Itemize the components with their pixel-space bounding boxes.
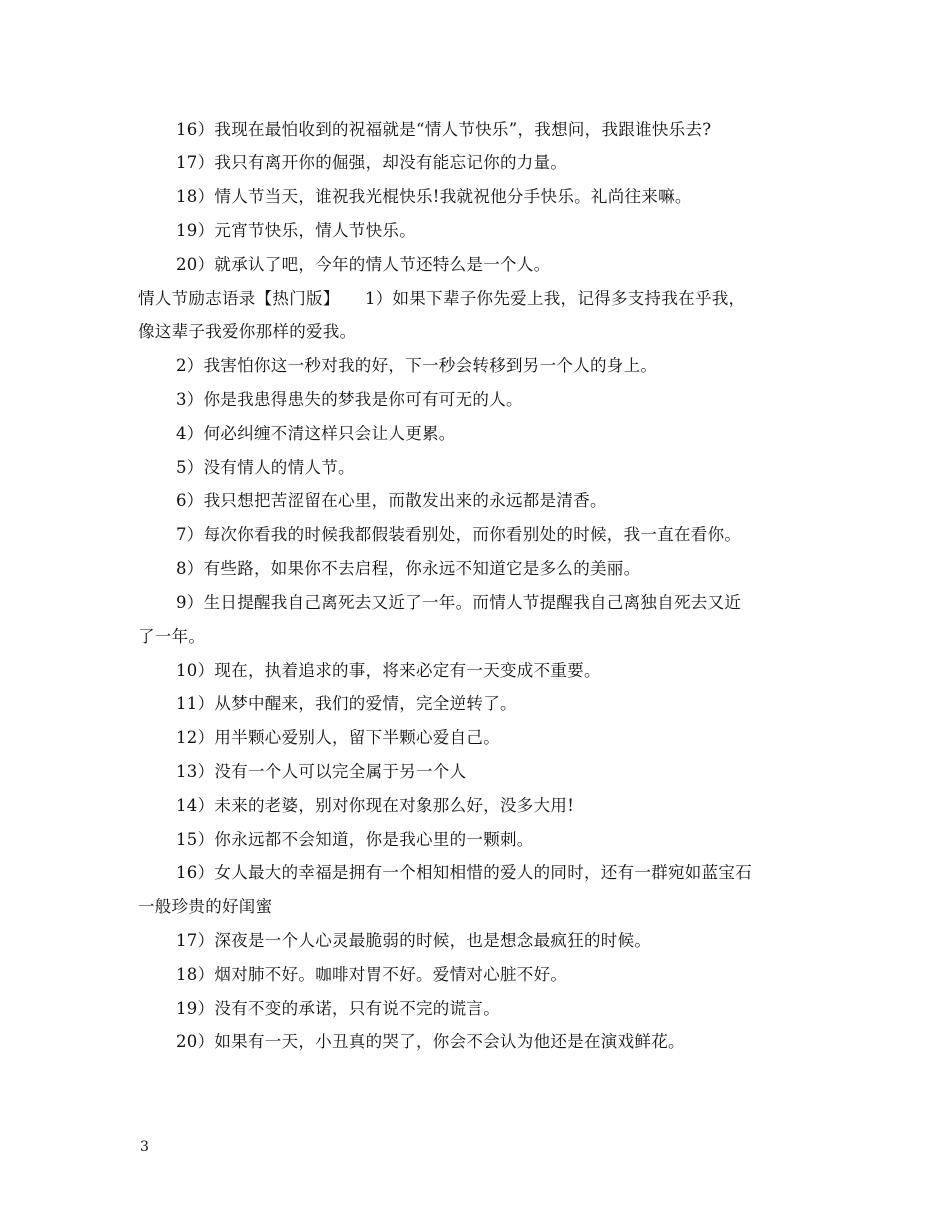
text-line: 10）现在，执着追求的事，将来必定有一天变成不重要。 xyxy=(176,661,601,680)
page-number: 3 xyxy=(140,1139,149,1155)
text-line: 8）有些路，如果你不去启程，你永远不知道它是多么的美丽。 xyxy=(176,559,641,578)
text-line: 一般珍贵的好闺蜜 xyxy=(138,897,273,916)
text-line: 15）你永远都不会知道，你是我心里的一颗刺。 xyxy=(176,830,534,849)
text-line: 16）女人最大的幸福是拥有一个相知相惜的爱人的同时，还有一群宛如蓝宝石 xyxy=(176,863,752,882)
text-line: 12）用半颗心爱别人，留下半颗心爱自己。 xyxy=(176,728,500,747)
text-line: 18）情人节当天，谁祝我光棍快乐!我就祝他分手快乐。礼尚往来嘛。 xyxy=(176,187,692,206)
text-line: 11）从梦中醒来，我们的爱情，完全逆转了。 xyxy=(176,694,517,713)
text-line: 3）你是我患得患失的梦我是你可有可无的人。 xyxy=(176,390,523,409)
text-line: 17）深夜是一个人心灵最脆弱的时候，也是想念最疯狂的时候。 xyxy=(176,931,652,950)
text-line: 20）就承认了吧，今年的情人节还特么是一个人。 xyxy=(176,255,551,274)
text-line: 20）如果有一天，小丑真的哭了，你会不会认为他还是在演戏鲜花。 xyxy=(176,1032,685,1051)
text-line: 18）烟对肺不好。咖啡对胃不好。爱情对心脏不好。 xyxy=(176,965,568,984)
text-line: 13）没有一个人可以完全属于另一个人 xyxy=(176,762,467,781)
text-line: 像这辈子我爱你那样的爱我。 xyxy=(138,322,357,341)
text-line: 19）没有不变的承诺，只有说不完的谎言。 xyxy=(176,999,500,1018)
text-line: 17）我只有离开你的倔强，却没有能忘记你的力量。 xyxy=(176,153,568,172)
text-line: 了一年。 xyxy=(138,627,206,646)
text-line: 7）每次你看我的时候我都假装看别处，而你看别处的时候，我一直在看你。 xyxy=(176,525,742,544)
text-line: 2）我害怕你这一秒对我的好，下一秒会转移到另一个人的身上。 xyxy=(176,356,658,375)
text-line: 9）生日提醒我自己离死去又近了一年。而情人节提醒我自己离独自死去又近 xyxy=(176,593,742,612)
text-line: 19）元宵节快乐，情人节快乐。 xyxy=(176,221,416,240)
text-line: 4）何必纠缠不清这样只会让人更累。 xyxy=(176,424,456,443)
section-heading-line: 情人节励志语录【热门版】 1）如果下辈子你先爱上我，记得多支持我在乎我， xyxy=(138,289,746,308)
text-line: 5）没有情人的情人节。 xyxy=(176,458,355,477)
text-line: 16）我现在最怕收到的祝福就是“情人节快乐”，我想问，我跟谁快乐去? xyxy=(176,120,712,139)
text-line: 6）我只想把苦涩留在心里，而散发出来的永远都是清香。 xyxy=(176,491,607,510)
text-line: 14）未来的老婆，别对你现在对象那么好，没多大用! xyxy=(176,796,575,815)
